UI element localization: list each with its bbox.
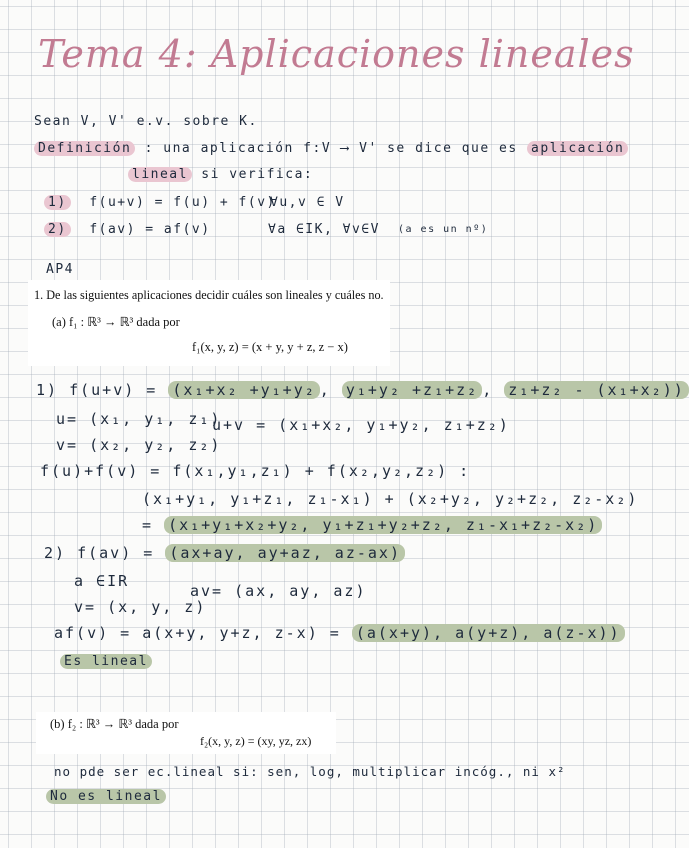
exercise-box-a xyxy=(28,280,390,366)
exercise-box-b xyxy=(36,712,336,754)
exercise-formula-a: f₁(x, y, z) = (x + y, y + z, z − x) xyxy=(192,340,348,354)
f-sum-line-2: (x₁+y₁, y₁+z₁, z₁-x₁) + (x₂+y₂, y₂+z₂, z₂-x₂) xyxy=(142,490,639,508)
rule-1-quantifier: ∀u,v ∈ V xyxy=(270,195,345,210)
rule-1 xyxy=(44,195,276,210)
es-lineal-label: Es lineal xyxy=(60,654,152,669)
a-definition: a ∈IR xyxy=(74,572,130,590)
rule-2-note: (a es un nº) xyxy=(398,224,489,235)
exercise-statement: 1. De las siguientes aplicaciones decidir cuáles son lineales y cuáles no. xyxy=(34,288,384,302)
rule-1-number: 1) xyxy=(44,195,71,210)
rule-2-formula: f(av) = af(v) xyxy=(89,222,211,237)
definition-text-2: si verifica: xyxy=(201,167,314,182)
intro-text: Sean V, V' e.v. sobre K. xyxy=(34,114,258,129)
rule-1-formula: f(u+v) = f(u) + f(v) xyxy=(89,195,276,210)
v-definition: v= (x₂, y₂, z₂) xyxy=(56,436,222,454)
rule-2-number: 2) xyxy=(44,222,71,237)
no-lineal-label: No es lineal xyxy=(46,789,166,804)
exercise-part-a: (a) f₁ : ℝ³ → ℝ³ dada por xyxy=(52,315,180,329)
af-v-expression: af(v) = a(x+y, y+z, z-x) = xyxy=(54,624,341,642)
u-definition: u= (x₁, y₁, z₁) xyxy=(56,410,222,428)
work-line-2 xyxy=(44,544,405,562)
work-line-1-part-2: y₁+y₂ +z₁+z₂ xyxy=(342,381,482,399)
v-xyz-definition: v= (x, y, z) xyxy=(74,598,207,616)
conclusion-b xyxy=(46,789,166,804)
ap-label: AP4 xyxy=(46,262,74,277)
definition-line xyxy=(34,141,628,156)
work-line-2-result: (ax+ay, ay+az, az-ax) xyxy=(165,544,405,562)
rule-2-quantifier: ∀a ∈IK, ∀v∈V xyxy=(268,222,380,237)
definition-term: aplicación xyxy=(527,141,628,156)
work-line-1-label: 1) f(u+v) = xyxy=(36,381,158,399)
f-sum-line-3 xyxy=(142,516,602,534)
af-v-result: (a(x+y), a(y+z), a(z-x)) xyxy=(352,624,625,642)
exercise-part-b: (b) f₂ : ℝ³ → ℝ³ dada por xyxy=(50,717,179,731)
conclusion-a xyxy=(60,654,152,669)
f-sum-equals: = xyxy=(142,516,154,534)
work-line-1-part-3: z₁+z₂ - (x₁+x₂)) xyxy=(504,381,689,399)
page-title: Tema 4: Aplicaciones lineales xyxy=(38,32,635,76)
rule-2 xyxy=(44,222,211,237)
definition-text: : una aplicación f:V ⟶ V' se dice que es xyxy=(144,141,518,156)
part-b-note: no pde ser ec.lineal si: sen, log, multiplicar incóg., ni x² xyxy=(54,764,566,779)
definition-label: Definición xyxy=(34,141,135,156)
definition-term-2: lineal xyxy=(128,167,192,182)
f-sum-line-1: f(u)+f(v) = f(x₁,y₁,z₁) + f(x₂,y₂,z₂) : xyxy=(40,462,471,480)
f-sum-result: (x₁+y₁+x₂+y₂, y₁+z₁+y₂+z₂, z₁-x₁+z₂-x₂) xyxy=(164,516,602,534)
work-line-1-part-1: (x₁+x₂ +y₁+y₂ xyxy=(168,381,319,399)
work-line-2-label: 2) f(av) = xyxy=(44,544,155,562)
u-plus-v: u+v = (x₁+x₂, y₁+y₂, z₁+z₂) xyxy=(212,416,510,434)
af-v-line xyxy=(54,624,625,642)
definition-line-2 xyxy=(128,167,313,182)
av-definition: av= (ax, ay, az) xyxy=(190,582,367,600)
exercise-formula-b: f₂(x, y, z) = (xy, yz, zx) xyxy=(200,734,312,748)
work-line-1: 1) f(u+v) = (x₁+x₂ +y₁+y₂ , y₁+y₂ +z₁+z₂ , z₁+z₂ - (x₁+x₂)) xyxy=(36,381,689,399)
